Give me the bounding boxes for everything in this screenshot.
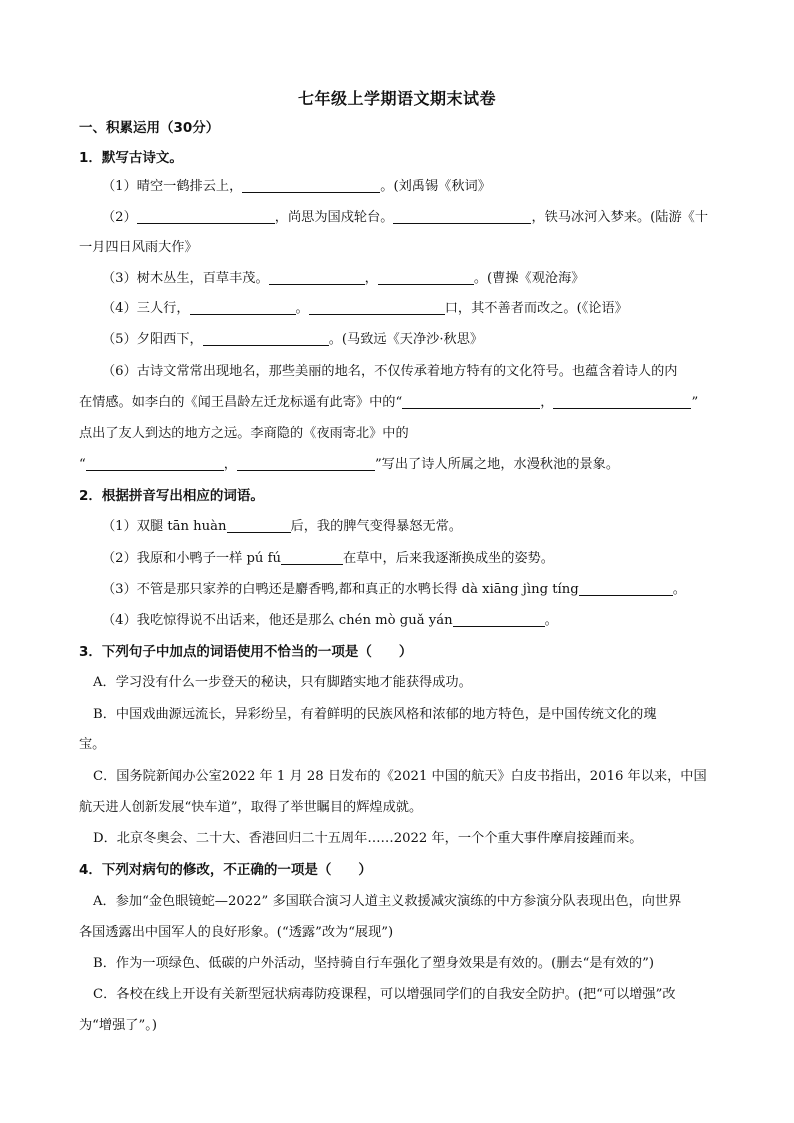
question-4-heading: 4．下列对病句的修改，不正确的一项是（ ）	[79, 862, 372, 878]
question-1-item-5: （5）夕阳西下， 。(马致远《天净沙·秋思》	[102, 332, 484, 347]
answer-blank[interactable]	[237, 456, 375, 471]
question-3-option-c-cont: 航天进人创新发展“快车道”，取得了举世瞩目的辉煌成就。	[79, 800, 423, 815]
answer-blank[interactable]	[453, 612, 545, 627]
answer-blank[interactable]	[86, 456, 224, 471]
question-1-item-6-line-4: “ ， ”写出了诗人所属之地，水漫秋池的景象。	[79, 457, 620, 472]
answer-blank[interactable]	[378, 270, 474, 285]
question-4-option-c-cont: 为“增强了”。)	[79, 1018, 157, 1033]
question-4-option-c[interactable]: C．各校在线上开设有关新型冠状病毒防疫课程，可以增强同学们的自我安全防护。(把“可以增强”改	[93, 987, 676, 1002]
question-1-item-2-cont: 一月四日风雨大作》	[79, 240, 198, 255]
answer-blank[interactable]	[269, 270, 365, 285]
question-2-item-4: （4）我吃惊得说不出话来，他还是那么 chén mò guǎ yán 。	[102, 613, 558, 628]
question-4-option-a-cont: 各国透露出中国军人的良好形象。(“透露”改为“展现”)	[79, 925, 394, 940]
answer-blank[interactable]	[190, 300, 296, 315]
question-1-item-6-line-2: 在情感。如李白的《闻王昌龄左迁龙标遥有此寄》中的“ ， ”	[79, 395, 699, 410]
question-3-option-c[interactable]: C．国务院新闻办公室2022 年 1 月 28 日发布的《2021 中国的航天》白皮书指出，2016 年以来，中国	[93, 769, 707, 784]
question-3-option-b[interactable]: B．中国戏曲源远流长，异彩纷呈，有着鲜明的民族风格和浓郁的地方特色，是中国传统文化的瑰	[93, 707, 657, 722]
question-2-item-3: （3）不管是那只家养的白鸭还是麝香鸭,都和真正的水鸭长得 dà xiāng jìng tíng 。	[102, 582, 686, 597]
question-3-option-b-cont: 宝。	[79, 737, 106, 752]
answer-blank[interactable]	[203, 331, 329, 346]
question-4-option-a[interactable]: A．参加“金色眼镜蛇—2022” 多国联合演习人道主义救援减灾演练的中方参演分队表现出色，向世界	[93, 894, 682, 909]
answer-blank[interactable]	[309, 300, 445, 315]
answer-blank[interactable]	[579, 581, 673, 596]
question-1-item-3: （3）树木丛生，百草丰茂。 ， 。(曹操《观沧海》	[102, 271, 585, 286]
question-2-heading: 2．根据拼音写出相应的词语。	[79, 488, 264, 504]
answer-blank[interactable]	[281, 550, 343, 565]
question-1-item-6-line-3: 点出了友人到达的地方之远。李商隐的《夜雨寄北》中的	[79, 426, 409, 441]
question-1-item-6-line-1: （6）古诗文常常出现地名，那些美丽的地名，不仅传承着地方特有的文化符号。也蕴含着诗人的内	[102, 364, 678, 379]
question-2-item-1: （1）双腿 tān huàn 后，我的脾气变得暴怒无常。	[102, 519, 462, 534]
question-1-item-4: （4）三人行， 。 口，其不善者而改之。(《论语》	[102, 301, 628, 316]
answer-blank[interactable]	[393, 209, 531, 224]
answer-blank[interactable]	[227, 518, 291, 533]
question-1-item-2: （2） ，尚思为国戍轮台。 ，铁马冰河入梦来。(陆游《十	[102, 210, 709, 225]
question-3-option-d[interactable]: D．北京冬奥会、二十大、香港回归二十五周年……2022 年，一个个重大事件摩肩接踵而来。	[93, 831, 643, 846]
question-1-heading: 1．默写古诗文。	[79, 150, 183, 166]
section-heading: 一、积累运用（30分）	[79, 120, 220, 136]
question-1-item-1: （1）晴空一鹤排云上， 。(刘禹锡《秋词》	[102, 179, 491, 194]
question-3-option-a[interactable]: A．学习没有什么一步登天的秘诀，只有脚踏实地才能获得成功。	[93, 675, 472, 690]
question-3-heading: 3．下列句子中加点的词语使用不恰当的一项是（ ）	[79, 644, 413, 660]
answer-blank[interactable]	[553, 394, 691, 409]
question-4-option-b[interactable]: B．作为一项绿色、低碳的户外活动，坚持骑自行车强化了塑身效果是有效的。(删去“是有效的”)	[93, 956, 654, 971]
question-2-item-2: （2）我原和小鸭子一样 pú fú 在草中，后来我逐渐换成坐的姿势。	[102, 551, 554, 566]
page-title: 七年级上学期语文期末试卷	[297, 89, 496, 108]
answer-blank[interactable]	[402, 394, 540, 409]
answer-blank[interactable]	[137, 209, 275, 224]
answer-blank[interactable]	[242, 178, 380, 193]
